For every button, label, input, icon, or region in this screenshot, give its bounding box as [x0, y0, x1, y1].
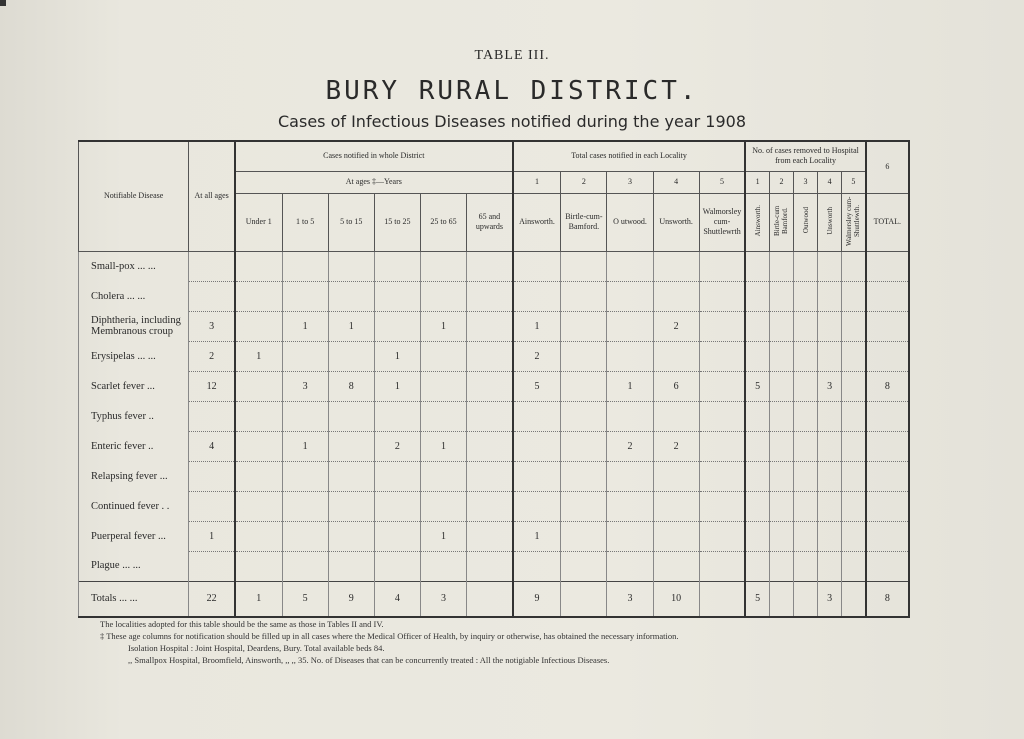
- hospital-cell: [745, 311, 769, 341]
- table-row: [79, 461, 910, 491]
- hospital-cell: [842, 581, 866, 617]
- age-cell: [467, 281, 513, 311]
- locality-cell: 9: [513, 581, 561, 617]
- age-cell: [282, 521, 328, 551]
- locality-cell: 6: [653, 371, 699, 401]
- disease-name: Puerperal fever ...: [79, 521, 189, 551]
- locality-cell: [561, 371, 607, 401]
- hospital-cell: 5: [745, 371, 769, 401]
- header-locality-number: 5: [699, 171, 745, 193]
- locality-cell: [561, 401, 607, 431]
- age-cell: 1: [420, 521, 466, 551]
- age-cell: [467, 311, 513, 341]
- age-cell: [282, 461, 328, 491]
- table-row: [79, 311, 910, 341]
- header-hospital-walmersley: Walmersley cum-Shuttlewth.: [842, 193, 866, 251]
- all-ages-cell: [189, 461, 235, 491]
- age-cell: 1: [374, 371, 420, 401]
- age-cell: [374, 401, 420, 431]
- hospital-cell: [769, 431, 793, 461]
- locality-cell: [561, 311, 607, 341]
- age-cell: [235, 371, 282, 401]
- age-cell: [235, 251, 282, 281]
- hospital-cell: [794, 371, 818, 401]
- age-cell: [467, 341, 513, 371]
- infectious-diseases-table: [78, 140, 910, 618]
- header-locality-outwood: O utwood.: [607, 193, 653, 251]
- hospital-cell: [818, 491, 842, 521]
- table-row: [79, 491, 910, 521]
- total-cell: 8: [866, 371, 909, 401]
- age-cell: [328, 281, 374, 311]
- age-cell: 1: [374, 341, 420, 371]
- locality-cell: [513, 551, 561, 581]
- hospital-cell: [745, 491, 769, 521]
- age-cell: [374, 311, 420, 341]
- hospital-cell: [818, 431, 842, 461]
- header-hospital-number: 2: [769, 171, 793, 193]
- hospital-cell: [794, 521, 818, 551]
- hospital-cell: [794, 341, 818, 371]
- hospital-cell: [769, 551, 793, 581]
- all-ages-cell: [189, 491, 235, 521]
- header-hospital-number: 3: [794, 171, 818, 193]
- header-age-under-1: Under 1: [235, 193, 282, 251]
- hospital-cell: [769, 371, 793, 401]
- disease-name: Cholera ... ...: [79, 281, 189, 311]
- hospital-cell: [794, 461, 818, 491]
- total-cell: [866, 431, 909, 461]
- all-ages-cell: 3: [189, 311, 235, 341]
- locality-cell: [607, 491, 653, 521]
- locality-cell: [561, 521, 607, 551]
- age-cell: 4: [374, 581, 420, 617]
- age-cell: 8: [328, 371, 374, 401]
- header-hospital-number: 1: [745, 171, 769, 193]
- age-cell: [282, 281, 328, 311]
- all-ages-cell: [189, 551, 235, 581]
- document-subtitle: Cases of Infectious Diseases notified during the year 1908: [278, 112, 746, 131]
- age-cell: 1: [420, 311, 466, 341]
- locality-cell: [699, 461, 745, 491]
- age-cell: [235, 431, 282, 461]
- locality-cell: [607, 521, 653, 551]
- age-cell: 2: [374, 431, 420, 461]
- age-cell: [328, 431, 374, 461]
- total-cell: [866, 341, 909, 371]
- header-total: TOTAL.: [866, 193, 909, 251]
- hospital-cell: [769, 311, 793, 341]
- header-locality-ainsworth: Ainsworth.: [513, 193, 561, 251]
- hospital-cell: [745, 341, 769, 371]
- age-cell: [374, 251, 420, 281]
- age-cell: [282, 401, 328, 431]
- hospital-cell: [818, 281, 842, 311]
- hospital-cell: [842, 461, 866, 491]
- locality-cell: [699, 281, 745, 311]
- hospital-cell: 3: [818, 581, 842, 617]
- age-cell: [374, 461, 420, 491]
- footnotes: [100, 618, 930, 666]
- all-ages-cell: [189, 401, 235, 431]
- hospital-cell: [745, 461, 769, 491]
- hospital-cell: [842, 431, 866, 461]
- hospital-cell: [794, 251, 818, 281]
- hospital-cell: [794, 431, 818, 461]
- locality-cell: 2: [653, 311, 699, 341]
- hospital-cell: [818, 341, 842, 371]
- age-cell: [420, 251, 466, 281]
- footnote: ,, Smallpox Hospital, Broomfield, Ainsworth, ,, ,, 35. No. of Diseases that can be concurrently treated : All the notigiable Infectious Diseases.: [128, 655, 610, 665]
- locality-cell: [607, 551, 653, 581]
- age-cell: [235, 311, 282, 341]
- hospital-cell: [842, 521, 866, 551]
- header-hospital-unsworth: Unsworth: [818, 193, 842, 251]
- age-cell: [467, 401, 513, 431]
- locality-cell: [699, 401, 745, 431]
- locality-cell: [513, 251, 561, 281]
- age-cell: [374, 491, 420, 521]
- header-at-all-ages: At all ages: [189, 141, 235, 251]
- locality-cell: 3: [607, 581, 653, 617]
- locality-cell: [653, 491, 699, 521]
- locality-cell: [699, 311, 745, 341]
- hospital-cell: [842, 371, 866, 401]
- locality-cell: 1: [513, 311, 561, 341]
- total-cell: [866, 251, 909, 281]
- age-cell: [282, 341, 328, 371]
- disease-name: Enteric fever ..: [79, 431, 189, 461]
- table-number: TABLE III.: [474, 48, 550, 63]
- age-cell: [467, 491, 513, 521]
- table-row: [79, 521, 910, 551]
- total-cell: [866, 491, 909, 521]
- hospital-cell: [794, 281, 818, 311]
- header-hospital-outwood: Outwood: [794, 193, 818, 251]
- header-hospital-number: 4: [818, 171, 842, 193]
- all-ages-cell: 22: [189, 581, 235, 617]
- hospital-cell: [769, 521, 793, 551]
- age-cell: [374, 551, 420, 581]
- age-cell: [235, 551, 282, 581]
- header-age-5-to-15: 5 to 15: [328, 193, 374, 251]
- header-locality-number: 2: [561, 171, 607, 193]
- header-age-25-to-65: 25 to 65: [420, 193, 466, 251]
- age-cell: [328, 551, 374, 581]
- header-age-65-upwards: 65 and upwards: [467, 193, 513, 251]
- all-ages-cell: 4: [189, 431, 235, 461]
- locality-cell: [607, 401, 653, 431]
- hospital-cell: [745, 551, 769, 581]
- hospital-cell: [842, 281, 866, 311]
- age-cell: 1: [282, 431, 328, 461]
- locality-cell: [513, 401, 561, 431]
- header-hospital-ainsworth: Ainsworth.: [745, 193, 769, 251]
- hospital-cell: [769, 341, 793, 371]
- document-title: BURY RURAL DISTRICT.: [325, 76, 699, 106]
- locality-cell: [561, 491, 607, 521]
- age-cell: [420, 461, 466, 491]
- age-cell: [235, 491, 282, 521]
- hospital-cell: [842, 251, 866, 281]
- locality-cell: [699, 581, 745, 617]
- header-locality-unsworth: Unsworth.: [653, 193, 699, 251]
- footnote: The localities adopted for this table should be the same as those in Tables II and IV.: [100, 619, 384, 629]
- locality-cell: [699, 341, 745, 371]
- header-hospital-group: No. of cases removed to Hospital from each Locality: [745, 141, 865, 171]
- age-cell: [235, 281, 282, 311]
- locality-cell: [653, 401, 699, 431]
- hospital-cell: [745, 521, 769, 551]
- hospital-cell: [769, 281, 793, 311]
- hospital-cell: [842, 551, 866, 581]
- header-total-number: 6: [866, 141, 909, 193]
- age-cell: [467, 371, 513, 401]
- locality-cell: [699, 371, 745, 401]
- locality-cell: 2: [513, 341, 561, 371]
- header-whole-district: Cases notified in whole District: [235, 141, 513, 171]
- hospital-cell: [745, 401, 769, 431]
- disease-name: Plague ... ...: [79, 551, 189, 581]
- hospital-cell: [794, 311, 818, 341]
- hospital-cell: [818, 401, 842, 431]
- header-at-ages: At ages ‡—Years: [235, 171, 513, 193]
- hospital-cell: 5: [745, 581, 769, 617]
- table-row: [79, 551, 910, 581]
- age-cell: [282, 551, 328, 581]
- locality-cell: [699, 431, 745, 461]
- locality-cell: 2: [607, 431, 653, 461]
- hospital-cell: [745, 251, 769, 281]
- footnote: ‡ These age columns for notification should be filled up in all cases where the Medical Officer of Health, by inquiry or otherwise, has obtained the necessary information.: [100, 631, 679, 641]
- header-notifiable-disease: Notifiable Disease: [79, 141, 189, 251]
- locality-cell: [513, 431, 561, 461]
- header-age-1-to-5: 1 to 5: [282, 193, 328, 251]
- hospital-cell: [818, 521, 842, 551]
- age-cell: [420, 341, 466, 371]
- table-row: [79, 431, 910, 461]
- disease-name: Continued fever . .: [79, 491, 189, 521]
- header-locality-group: Total cases notified in each Locality: [513, 141, 746, 171]
- locality-cell: [653, 461, 699, 491]
- hospital-cell: [769, 491, 793, 521]
- age-cell: [467, 581, 513, 617]
- locality-cell: [561, 341, 607, 371]
- age-cell: [328, 491, 374, 521]
- locality-cell: 1: [513, 521, 561, 551]
- locality-cell: [699, 521, 745, 551]
- locality-cell: [561, 581, 607, 617]
- totals-row: [79, 581, 910, 617]
- disease-name: Typhus fever ..: [79, 401, 189, 431]
- age-cell: [420, 551, 466, 581]
- locality-cell: [607, 341, 653, 371]
- hospital-cell: [769, 401, 793, 431]
- disease-name: Scarlet fever ...: [79, 371, 189, 401]
- disease-name: Erysipelas ... ...: [79, 341, 189, 371]
- header-age-15-to-25: 15 to 25: [374, 193, 420, 251]
- all-ages-cell: 2: [189, 341, 235, 371]
- total-cell: [866, 401, 909, 431]
- hospital-cell: [769, 251, 793, 281]
- age-cell: [467, 251, 513, 281]
- locality-cell: 1: [607, 371, 653, 401]
- age-cell: [420, 401, 466, 431]
- hospital-cell: [818, 251, 842, 281]
- locality-cell: [699, 491, 745, 521]
- age-cell: [420, 491, 466, 521]
- footnote: Isolation Hospital : Joint Hospital, Deardens, Bury. Total available beds 84.: [128, 643, 385, 653]
- table-row: [79, 281, 910, 311]
- age-cell: 9: [328, 581, 374, 617]
- age-cell: 1: [328, 311, 374, 341]
- age-cell: [467, 431, 513, 461]
- locality-cell: [607, 461, 653, 491]
- age-cell: 1: [235, 341, 282, 371]
- hospital-cell: [818, 311, 842, 341]
- header-hospital-birtle: Birtle-cum Bamford.: [769, 193, 793, 251]
- age-cell: [328, 521, 374, 551]
- hospital-cell: [769, 581, 793, 617]
- total-cell: [866, 461, 909, 491]
- age-cell: [467, 461, 513, 491]
- all-ages-cell: [189, 251, 235, 281]
- all-ages-cell: [189, 281, 235, 311]
- locality-cell: [653, 551, 699, 581]
- all-ages-cell: 1: [189, 521, 235, 551]
- locality-cell: [653, 521, 699, 551]
- header-locality-number: 1: [513, 171, 561, 193]
- locality-cell: [513, 491, 561, 521]
- age-cell: [374, 281, 420, 311]
- hospital-cell: [842, 311, 866, 341]
- page-corner-mark: [0, 0, 6, 6]
- hospital-cell: [842, 341, 866, 371]
- disease-name: Small-pox ... ...: [79, 251, 189, 281]
- locality-cell: [513, 281, 561, 311]
- locality-cell: 5: [513, 371, 561, 401]
- age-cell: [467, 521, 513, 551]
- age-cell: [467, 551, 513, 581]
- age-cell: [328, 401, 374, 431]
- age-cell: [374, 521, 420, 551]
- hospital-cell: [794, 551, 818, 581]
- locality-cell: [653, 341, 699, 371]
- age-cell: [235, 461, 282, 491]
- locality-cell: 10: [653, 581, 699, 617]
- total-cell: [866, 311, 909, 341]
- locality-cell: [699, 251, 745, 281]
- age-cell: 1: [235, 581, 282, 617]
- age-cell: [328, 251, 374, 281]
- disease-name: Diphtheria, including Membranous croup: [79, 311, 189, 341]
- locality-cell: [607, 281, 653, 311]
- header-locality-number: 3: [607, 171, 653, 193]
- header-hospital-number: 5: [842, 171, 866, 193]
- all-ages-cell: 12: [189, 371, 235, 401]
- locality-cell: [561, 281, 607, 311]
- table-row: [79, 251, 910, 281]
- locality-cell: [607, 311, 653, 341]
- age-cell: 3: [420, 581, 466, 617]
- age-cell: [235, 521, 282, 551]
- age-cell: [235, 401, 282, 431]
- total-cell: [866, 551, 909, 581]
- age-cell: [282, 251, 328, 281]
- age-cell: 5: [282, 581, 328, 617]
- total-cell: [866, 521, 909, 551]
- age-cell: 1: [420, 431, 466, 461]
- hospital-cell: [794, 401, 818, 431]
- total-cell: [866, 281, 909, 311]
- hospital-cell: [818, 461, 842, 491]
- hospital-cell: [794, 581, 818, 617]
- hospital-cell: [842, 491, 866, 521]
- table-row: [79, 341, 910, 371]
- hospital-cell: [842, 401, 866, 431]
- locality-cell: [513, 461, 561, 491]
- age-cell: [282, 491, 328, 521]
- age-cell: 3: [282, 371, 328, 401]
- locality-cell: [607, 251, 653, 281]
- header-locality-number: 4: [653, 171, 699, 193]
- locality-cell: [653, 281, 699, 311]
- hospital-cell: [818, 551, 842, 581]
- table-row: [79, 401, 910, 431]
- age-cell: [328, 461, 374, 491]
- total-cell: 8: [866, 581, 909, 617]
- hospital-cell: [769, 461, 793, 491]
- age-cell: [420, 281, 466, 311]
- hospital-cell: [745, 431, 769, 461]
- table-body: [79, 251, 910, 617]
- locality-cell: [561, 461, 607, 491]
- header-locality-walmersley: Walmorsley cum-Shuttlewrth: [699, 193, 745, 251]
- disease-name: Totals ... ...: [79, 581, 189, 617]
- age-cell: [328, 341, 374, 371]
- locality-cell: [699, 551, 745, 581]
- locality-cell: 2: [653, 431, 699, 461]
- locality-cell: [561, 431, 607, 461]
- age-cell: 1: [282, 311, 328, 341]
- header-locality-birtle: Birtle-cum-Bamford.: [561, 193, 607, 251]
- locality-cell: [653, 251, 699, 281]
- locality-cell: [561, 551, 607, 581]
- hospital-cell: [794, 491, 818, 521]
- disease-name: Relapsing fever ...: [79, 461, 189, 491]
- hospital-cell: [745, 281, 769, 311]
- table-row: [79, 371, 910, 401]
- hospital-cell: 3: [818, 371, 842, 401]
- age-cell: [420, 371, 466, 401]
- locality-cell: [561, 251, 607, 281]
